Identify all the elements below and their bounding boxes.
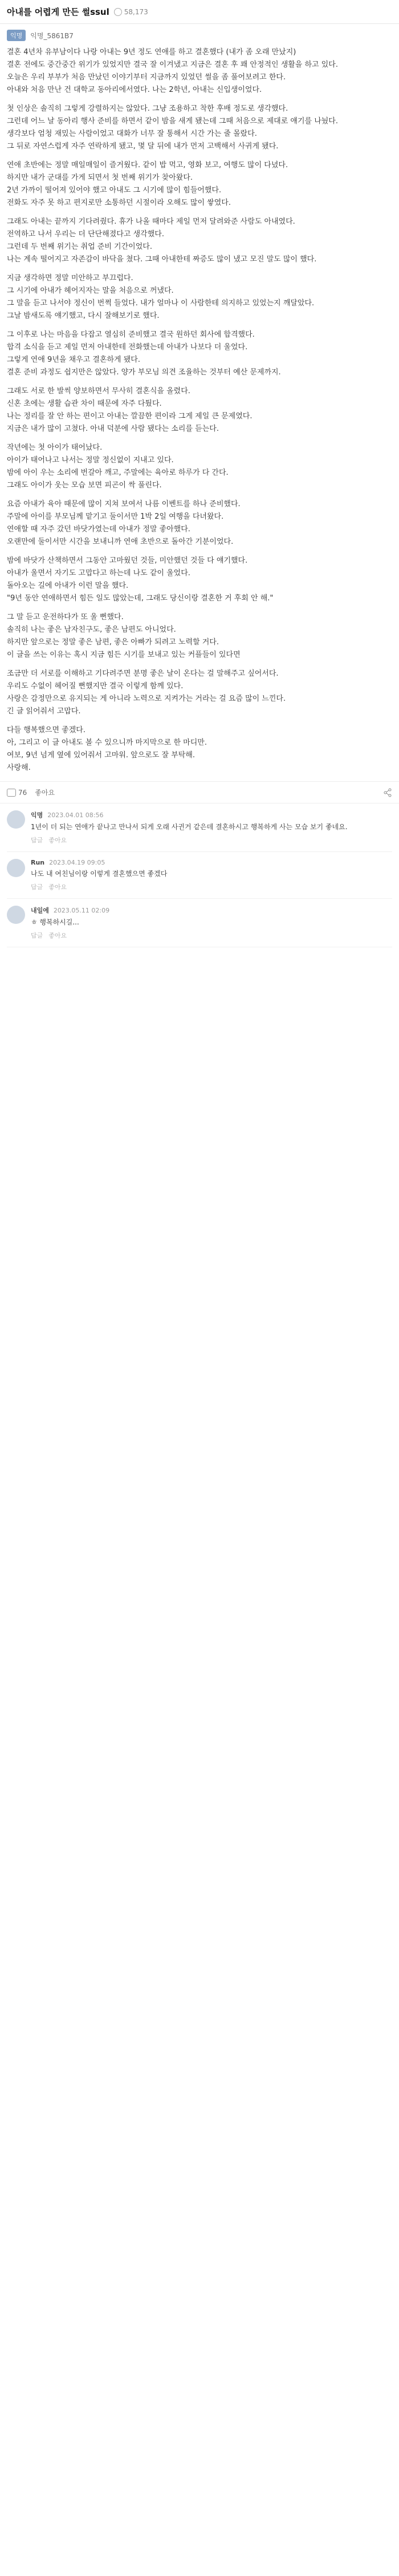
post-paragraph: 그렇게 연애 9년을 채우고 결혼하게 됐다.	[7, 356, 140, 364]
post-paragraph: 생각보다 엄청 재밌는 사람이었고 대화가 너무 잘 통해서 시간 가는 줄 몰랐다.	[7, 130, 257, 138]
post-paragraph: 우리도 수없이 헤어질 뻔했지만 결국 이렇게 함께 있다.	[7, 682, 184, 691]
post-paragraph: 아, 그리고 이 글 아내도 볼 수 있으니까 마지막으로 한 마디만.	[7, 738, 207, 747]
comment-text: ㅎ 행복하시길...	[31, 918, 79, 926]
comment-body	[31, 810, 392, 845]
post-paragraph: 그런데 두 번째 위기는 취업 준비 기간이었다.	[7, 243, 152, 251]
post-paragraph: 그래도 서로 한 발씩 양보하면서 무사히 결혼식을 올렸다.	[7, 387, 190, 395]
post-header	[0, 0, 399, 24]
post-paragraph: 요즘 아내가 육아 때문에 많이 지쳐 보여서 나름 이벤트를 하나 준비했다.	[7, 500, 241, 508]
comment-actions	[31, 931, 392, 940]
comment-actions	[31, 882, 392, 891]
post-paragraph: 신혼 초에는 생활 습관 차이 때문에 자주 다퉜다.	[7, 399, 162, 408]
comment-like-button[interactable]: 좋아요	[48, 932, 67, 939]
author-badge: 익명	[7, 30, 26, 41]
comment-list	[0, 804, 399, 947]
view-count-value: 58,173	[124, 7, 148, 16]
post-paragraph: 여보, 9년 넘게 옆에 있어줘서 고마워. 앞으로도 잘 부탁해.	[7, 751, 196, 760]
comment-icon	[7, 789, 16, 797]
post-paragraph: 하지만 앞으로는 정말 좋은 남편, 좋은 아빠가 되려고 노력할 거다.	[7, 638, 219, 647]
comment-actions	[31, 835, 392, 845]
post-content	[0, 47, 399, 773]
post-paragraph: 2년 가까이 떨어져 있어야 했고 아내도 그 시기에 많이 힘들어했다.	[7, 186, 222, 195]
post-paragraph: 작년에는 첫 아이가 태어났다.	[7, 443, 103, 452]
post-paragraph: 연애할 때 자주 갔던 바닷가였는데 아내가 정말 좋아했다.	[7, 525, 190, 534]
post-paragraph: 지금 생각하면 정말 미안하고 부끄럽다.	[7, 274, 133, 282]
post-meta	[0, 24, 399, 47]
reply-button[interactable]: 답글	[31, 837, 43, 844]
post-paragraph: 밤에 바닷가 산책하면서 그동안 고마웠던 것들, 미안했던 것들 다 얘기했다.	[7, 556, 248, 565]
comment-like-button[interactable]: 좋아요	[48, 883, 67, 891]
post-paragraph: 주말에 아이를 부모님께 맡기고 둘이서만 1박 2일 여행을 다녀왔다.	[7, 512, 224, 521]
comment-count: 76	[18, 788, 27, 797]
comment-like-button[interactable]: 좋아요	[48, 837, 67, 844]
post-paragraph: 나는 정리를 잘 안 하는 편이고 아내는 깔끔한 편이라 그게 제일 큰 문제였다.	[7, 412, 253, 421]
post-paragraph: 합격 소식을 듣고 제일 먼저 아내한테 전화했는데 아내가 나보다 더 울었다.	[7, 343, 248, 352]
post-paragraph: 전화도 자주 못 하고 편지로만 소통하던 시절이라 오해도 많이 쌓였다.	[7, 199, 231, 207]
post-paragraph: 사랑해.	[7, 764, 31, 772]
post-paragraph: 아내가 울면서 자기도 고맙다고 하는데 나도 같이 울었다.	[7, 569, 190, 578]
post-paragraph: "9년 동안 연애하면서 힘든 일도 많았는데, 그래도 당신이랑 결혼한 거 후회 안 해."	[7, 594, 274, 603]
comment-item	[7, 899, 392, 947]
post-paragraph: 오랜만에 둘이서만 시간을 보내니까 연애 초반으로 돌아간 기분이었다.	[7, 538, 234, 546]
post-paragraph: 결혼 준비 과정도 쉽지만은 않았다. 양가 부모님 의견 조율하는 것부터 예산 문제까지.	[7, 368, 281, 377]
comment-date: 2023.04.19 09:05	[49, 859, 105, 866]
reaction-bar	[0, 781, 399, 804]
post-paragraph: 그 시기에 아내가 헤어지자는 말을 처음으로 꺼냈다.	[7, 286, 174, 295]
comment-header	[31, 810, 392, 819]
comment-author[interactable]: Run	[31, 859, 45, 866]
post-paragraph: 그 말 듣고 운전하다가 또 울 뻔했다.	[7, 613, 124, 621]
post-paragraph: 아이가 태어나고 나서는 정말 정신없이 지내고 있다.	[7, 456, 174, 465]
avatar	[7, 906, 25, 924]
comment-author[interactable]: 내일에	[31, 907, 49, 914]
avatar	[7, 810, 25, 829]
post-paragraph: 지금은 내가 많이 고쳤다. 아내 덕분에 사람 됐다는 소리를 듣는다.	[7, 425, 219, 433]
post-paragraph: 결혼 전에도 중간중간 위기가 있었지만 결국 잘 이겨냈고 지금은 결혼 후 꽤 안정적인 생활을 하고 있다.	[7, 60, 338, 69]
comment-author[interactable]: 익명	[31, 811, 43, 819]
post-paragraph: 솔직히 나는 좋은 남자친구도, 좋은 남편도 아니었다.	[7, 625, 176, 634]
post-paragraph: 그래도 아이가 웃는 모습 보면 피곤이 싹 풀린다.	[7, 481, 162, 490]
comment-header	[31, 906, 392, 915]
avatar	[7, 859, 25, 877]
comment-item	[7, 852, 392, 899]
post-paragraph: 하지만 내가 군대를 가게 되면서 첫 번째 위기가 찾아왔다.	[7, 173, 193, 182]
comment-text: 1년이 더 되는 연애가 끝나고 만나서 되게 오래 사귄거 같은데 결혼하시고 행복하게 사는 모습 보기 좋네요.	[31, 823, 348, 831]
post-paragraph: 밤에 아이 우는 소리에 번갈아 깨고, 주말에는 육아로 하루가 다 간다.	[7, 469, 229, 477]
post-paragraph: 그래도 아내는 끝까지 기다려줬다. 휴가 나올 때마다 제일 먼저 달려와준 사람도 아내였다.	[7, 217, 295, 226]
post-paragraph: 그 뒤로 자연스럽게 자주 연락하게 됐고, 몇 달 뒤에 내가 먼저 고백해서 사귀게 됐다.	[7, 142, 279, 151]
post-paragraph: 나는 계속 떨어지고 자존감이 바닥을 쳤다. 그때 아내한테 짜증도 많이 냈고 모진 말도 많이 했다.	[7, 255, 317, 264]
comment-date: 2023.05.11 02:09	[53, 906, 110, 914]
post-paragraph: 오늘은 우리 부부가 처음 만났던 이야기부터 지금까지 있었던 썰을 좀 풀어보려고 한다.	[7, 73, 286, 82]
post-paragraph: 그 말을 듣고 나서야 정신이 번쩍 들었다. 내가 얼마나 이 사람한테 의지하고 있었는지 깨달았다.	[7, 299, 315, 308]
like-button[interactable]: 좋아요	[35, 789, 55, 797]
post-paragraph: 조금만 더 서로를 이해하고 기다려주면 분명 좋은 날이 온다는 걸 말해주고 싶어서다.	[7, 669, 279, 678]
comment-body	[31, 906, 392, 940]
post-paragraph: 그날 밤새도록 얘기했고, 다시 잘해보기로 했다.	[7, 312, 160, 320]
author-name[interactable]: 익명_5861B7	[30, 31, 74, 40]
post-paragraph: 아내와 처음 만난 건 대학교 동아리에서였다. 나는 2학년, 아내는 신입생이었다.	[7, 86, 262, 94]
share-icon[interactable]	[383, 788, 392, 797]
comment-text: 나도 내 여친님이랑 이렇게 결혼했으면 좋겠다	[31, 870, 168, 878]
view-count	[114, 8, 148, 16]
comment-header	[31, 859, 392, 866]
post-paragraph: 돌아오는 길에 아내가 이런 말을 했다.	[7, 582, 129, 590]
comment-body	[31, 859, 392, 891]
post-paragraph: 연애 초반에는 정말 매일매일이 즐거웠다. 같이 밥 먹고, 영화 보고, 여행도 많이 다녔다.	[7, 161, 288, 169]
post-paragraph: 전역하고 나서 우리는 더 단단해졌다고 생각했다.	[7, 230, 164, 239]
comment-date: 2023.04.01 08:56	[47, 811, 104, 819]
reply-button[interactable]: 답글	[31, 932, 43, 939]
post-paragraph: 사랑은 감정만으로 유지되는 게 아니라 노력으로 지켜가는 거라는 걸 요즘 많이 느낀다.	[7, 695, 286, 703]
post-paragraph: 첫 인상은 솔직히 그렇게 강렬하지는 않았다. 그냥 조용하고 착한 후배 정도로 생각했다.	[7, 104, 288, 113]
post-paragraph: 다들 행복했으면 좋겠다.	[7, 726, 85, 734]
comment-toggle[interactable]	[7, 789, 27, 797]
eye-icon	[114, 8, 122, 16]
post-paragraph: 결혼 4년차 유부남이다 나랑 아내는 9년 정도 연애를 하고 결혼했다 (내가 좀 오래 만났지)	[7, 48, 296, 56]
post-paragraph: 이 글을 쓰는 이유는 혹시 지금 힘든 시기를 보내고 있는 커플들이 있다면	[7, 651, 241, 659]
post-paragraph: 긴 글 읽어줘서 고맙다.	[7, 707, 81, 716]
reply-button[interactable]: 답글	[31, 883, 43, 891]
comment-item	[7, 804, 392, 852]
post-paragraph: 그런데 어느 날 동아리 행사 준비를 하면서 같이 밤을 새게 됐는데 그때 처음으로 제대로 얘기를 나눴다.	[7, 117, 338, 126]
post-title: 아내를 어렵게 만든 썰ssul	[7, 7, 109, 17]
post-paragraph: 그 이후로 나는 마음을 다잡고 열심히 준비했고 결국 원하던 회사에 합격했다.	[7, 330, 255, 339]
